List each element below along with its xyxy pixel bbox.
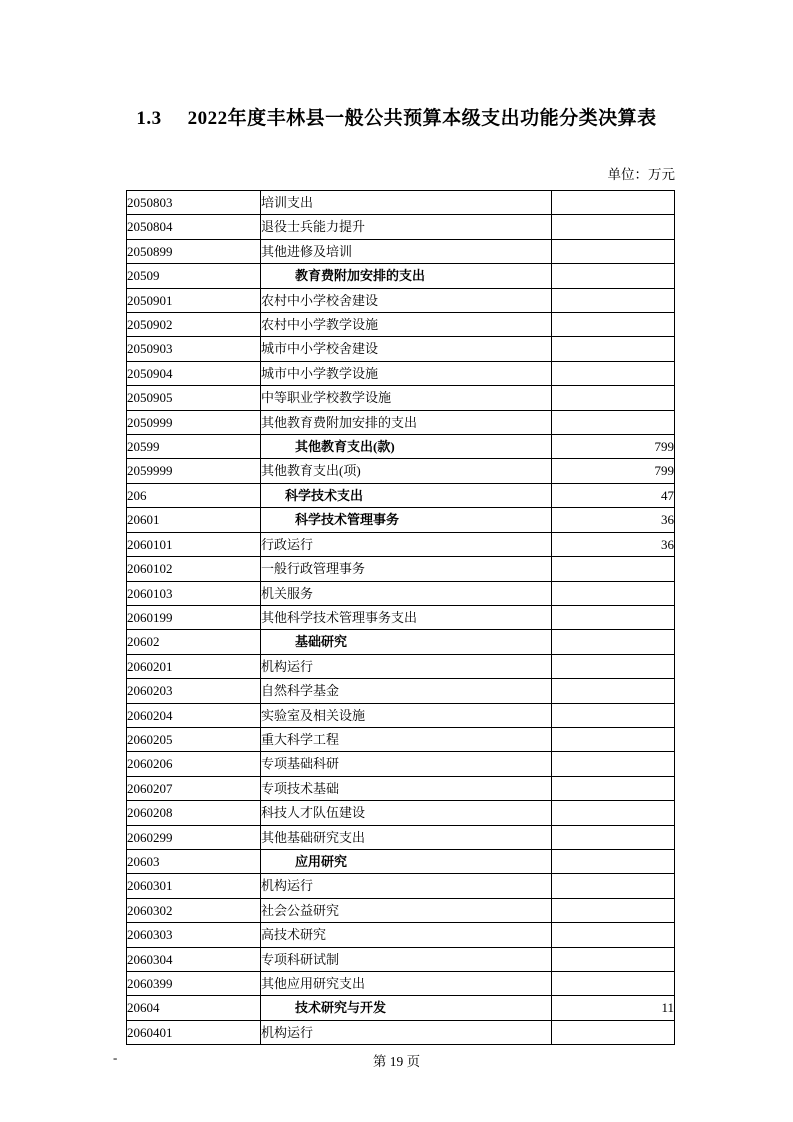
table-row — [127, 947, 675, 971]
table-row — [127, 313, 675, 337]
cell-code: 2050904 — [127, 361, 261, 385]
table-row — [127, 605, 675, 629]
cell-name: 实验室及相关设施 — [261, 703, 552, 727]
table-row — [127, 849, 675, 873]
cell-name: 其他进修及培训 — [261, 239, 552, 263]
footer-mark: - — [113, 1050, 118, 1065]
cell-code: 20602 — [127, 630, 261, 654]
table-row — [127, 630, 675, 654]
cell-amount: 47 — [552, 483, 675, 507]
cell-amount — [552, 215, 675, 239]
cell-name: 一般行政管理事务 — [261, 557, 552, 581]
table-row — [127, 776, 675, 800]
cell-amount — [552, 337, 675, 361]
cell-name: 技术研究与开发 — [261, 996, 552, 1020]
cell-amount — [552, 727, 675, 751]
table-row — [127, 1020, 675, 1044]
cell-amount — [552, 605, 675, 629]
cell-code: 2060208 — [127, 801, 261, 825]
table-row — [127, 386, 675, 410]
cell-amount — [552, 654, 675, 678]
cell-name: 其他科学技术管理事务支出 — [261, 605, 552, 629]
cell-amount — [552, 630, 675, 654]
table-row — [127, 532, 675, 556]
table-row — [127, 337, 675, 361]
table-row — [127, 703, 675, 727]
cell-amount — [552, 288, 675, 312]
cell-code: 2060302 — [127, 898, 261, 922]
cell-code: 2050901 — [127, 288, 261, 312]
cell-amount — [552, 313, 675, 337]
cell-name: 机构运行 — [261, 1020, 552, 1044]
cell-code: 20509 — [127, 264, 261, 288]
cell-code: 2060304 — [127, 947, 261, 971]
table-body — [127, 191, 675, 1045]
cell-amount — [552, 825, 675, 849]
table-row — [127, 752, 675, 776]
cell-name: 机构运行 — [261, 874, 552, 898]
cell-amount: 799 — [552, 435, 675, 459]
cell-amount — [552, 849, 675, 873]
cell-name: 农村中小学教学设施 — [261, 313, 552, 337]
cell-amount — [552, 801, 675, 825]
cell-name: 专项科研试制 — [261, 947, 552, 971]
cell-code: 2060303 — [127, 923, 261, 947]
cell-code: 2060205 — [127, 727, 261, 751]
cell-name: 培训支出 — [261, 191, 552, 215]
cell-amount — [552, 703, 675, 727]
cell-name: 科学技术支出 — [261, 483, 552, 507]
cell-code: 2060206 — [127, 752, 261, 776]
cell-code: 2060199 — [127, 605, 261, 629]
cell-name: 其他教育支出(项) — [261, 459, 552, 483]
cell-name: 机构运行 — [261, 654, 552, 678]
cell-amount — [552, 898, 675, 922]
cell-amount — [552, 386, 675, 410]
cell-code: 2060101 — [127, 532, 261, 556]
page-title — [0, 103, 793, 130]
cell-code: 2060399 — [127, 972, 261, 996]
cell-code: 206 — [127, 483, 261, 507]
cell-name: 教育费附加安排的支出 — [261, 264, 552, 288]
cell-amount — [552, 264, 675, 288]
cell-amount — [552, 361, 675, 385]
table-row — [127, 288, 675, 312]
title-text: 2022年度丰林县一般公共预算本级支出功能分类决算表 — [187, 108, 657, 129]
cell-amount — [552, 972, 675, 996]
cell-name: 高技术研究 — [261, 923, 552, 947]
cell-name: 城市中小学校舍建设 — [261, 337, 552, 361]
cell-code: 2060204 — [127, 703, 261, 727]
cell-code: 2059999 — [127, 459, 261, 483]
table-row — [127, 264, 675, 288]
table-row — [127, 727, 675, 751]
cell-code: 2050999 — [127, 410, 261, 434]
table-row — [127, 898, 675, 922]
table-row — [127, 972, 675, 996]
cell-code: 2060201 — [127, 654, 261, 678]
cell-code: 20601 — [127, 508, 261, 532]
cell-code: 2050804 — [127, 215, 261, 239]
cell-code: 2050899 — [127, 239, 261, 263]
cell-code: 2060401 — [127, 1020, 261, 1044]
cell-name: 科技人才队伍建设 — [261, 801, 552, 825]
cell-name: 其他应用研究支出 — [261, 972, 552, 996]
cell-amount: 36 — [552, 508, 675, 532]
cell-amount — [552, 557, 675, 581]
cell-code: 2060301 — [127, 874, 261, 898]
cell-code: 2060103 — [127, 581, 261, 605]
cell-name: 退役士兵能力提升 — [261, 215, 552, 239]
cell-name: 社会公益研究 — [261, 898, 552, 922]
table-row — [127, 581, 675, 605]
cell-name: 农村中小学校舍建设 — [261, 288, 552, 312]
cell-name: 专项技术基础 — [261, 776, 552, 800]
cell-code: 2060102 — [127, 557, 261, 581]
cell-code: 2060207 — [127, 776, 261, 800]
table-row — [127, 923, 675, 947]
cell-code: 20599 — [127, 435, 261, 459]
cell-amount — [552, 679, 675, 703]
table-row — [127, 679, 675, 703]
cell-name: 行政运行 — [261, 532, 552, 556]
cell-name: 其他基础研究支出 — [261, 825, 552, 849]
cell-amount: 36 — [552, 532, 675, 556]
cell-code: 2050905 — [127, 386, 261, 410]
table-row — [127, 239, 675, 263]
cell-code: 20604 — [127, 996, 261, 1020]
cell-code: 2050903 — [127, 337, 261, 361]
cell-name: 应用研究 — [261, 849, 552, 873]
cell-amount — [552, 923, 675, 947]
cell-amount — [552, 776, 675, 800]
table-row — [127, 874, 675, 898]
cell-name: 其他教育支出(款) — [261, 435, 552, 459]
cell-amount — [552, 752, 675, 776]
cell-amount — [552, 947, 675, 971]
cell-name: 中等职业学校教学设施 — [261, 386, 552, 410]
cell-amount — [552, 874, 675, 898]
cell-amount — [552, 239, 675, 263]
table-row — [127, 801, 675, 825]
cell-code: 20603 — [127, 849, 261, 873]
cell-amount — [552, 410, 675, 434]
cell-code: 2060203 — [127, 679, 261, 703]
table-row — [127, 825, 675, 849]
table-row — [127, 483, 675, 507]
table-row — [127, 361, 675, 385]
unit-note: 单位：万元 — [607, 167, 675, 182]
table-row — [127, 435, 675, 459]
page-footer: 第 19 页 — [372, 1054, 421, 1069]
cell-amount: 799 — [552, 459, 675, 483]
cell-name: 专项基础科研 — [261, 752, 552, 776]
cell-amount — [552, 1020, 675, 1044]
section-number: 1.3 — [136, 108, 162, 129]
cell-amount: 11 — [552, 996, 675, 1020]
table-row — [127, 215, 675, 239]
budget-expenditure-table — [126, 190, 675, 1045]
cell-amount — [552, 191, 675, 215]
cell-name: 重大科学工程 — [261, 727, 552, 751]
cell-amount — [552, 581, 675, 605]
cell-name: 城市中小学教学设施 — [261, 361, 552, 385]
table-row — [127, 996, 675, 1020]
cell-name: 自然科学基金 — [261, 679, 552, 703]
cell-name: 机关服务 — [261, 581, 552, 605]
cell-code: 2050803 — [127, 191, 261, 215]
table-row — [127, 410, 675, 434]
table-row — [127, 654, 675, 678]
cell-name: 基础研究 — [261, 630, 552, 654]
cell-name: 科学技术管理事务 — [261, 508, 552, 532]
cell-name: 其他教育费附加安排的支出 — [261, 410, 552, 434]
table-row — [127, 191, 675, 215]
table-row — [127, 557, 675, 581]
cell-code: 2050902 — [127, 313, 261, 337]
table-row — [127, 508, 675, 532]
table-row — [127, 459, 675, 483]
cell-code: 2060299 — [127, 825, 261, 849]
